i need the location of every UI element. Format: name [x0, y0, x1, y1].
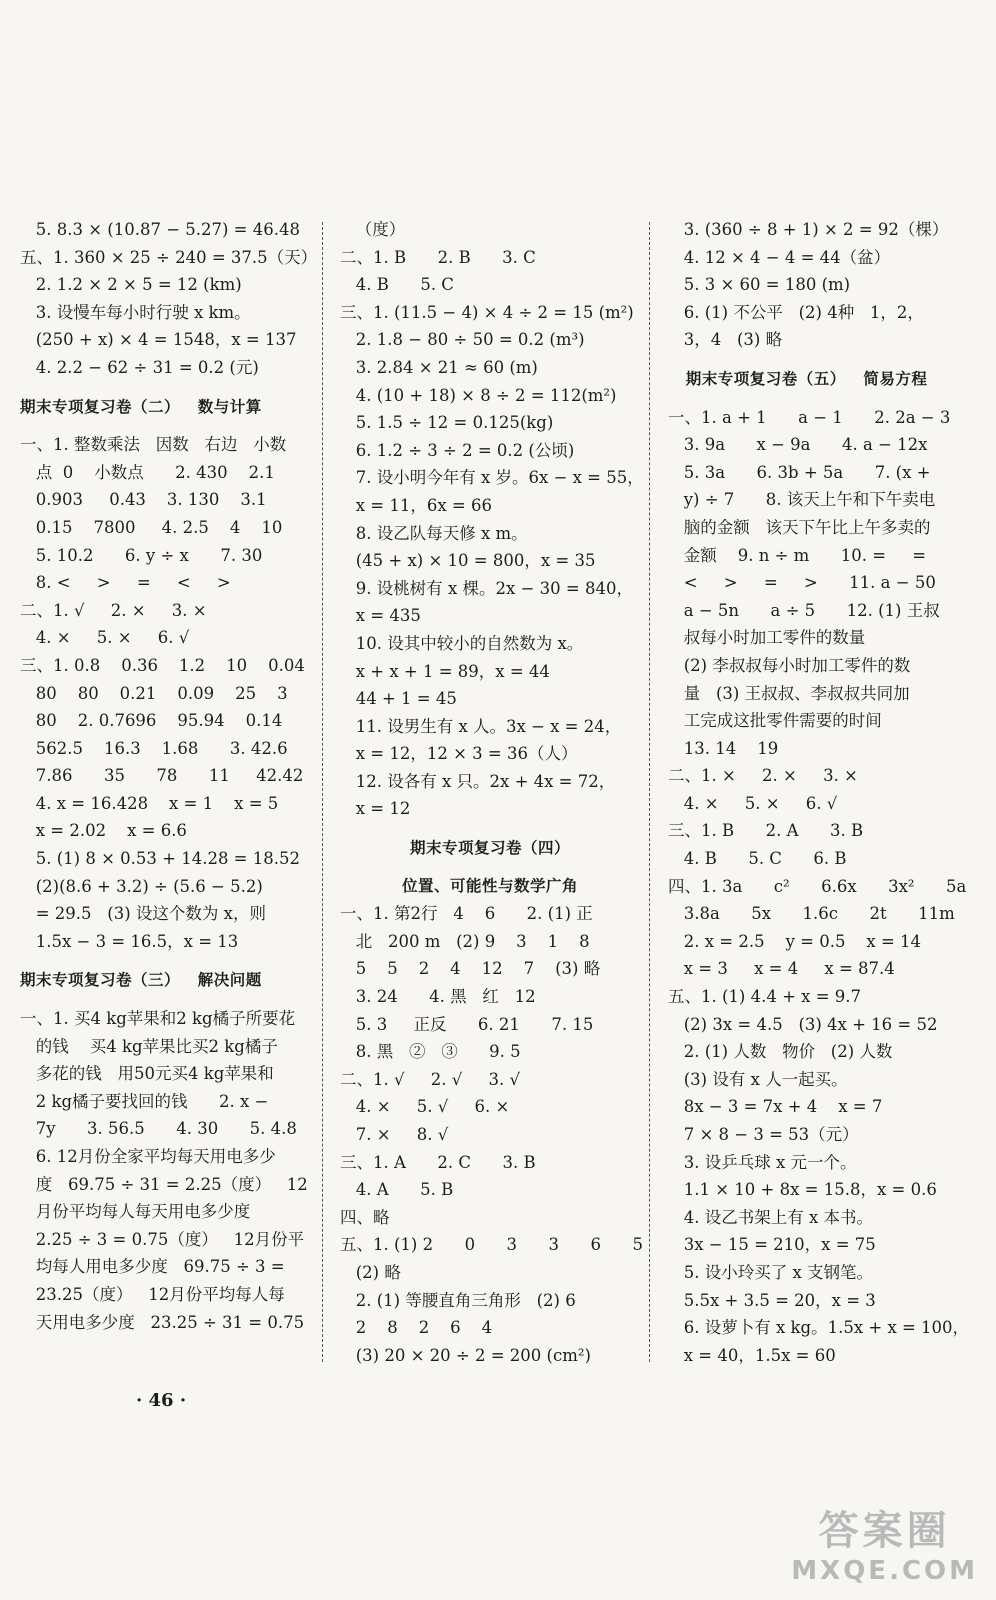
answer-line: 2. 1.8 − 80 ÷ 50 = 0.2 (m³) [340, 330, 585, 350]
answer-line: 23.25（度） 12月份平均每人每 [20, 1284, 285, 1304]
answer-line: 3. 设乒乓球 x 元一个。 [668, 1152, 857, 1172]
answer-line: 2 8 2 6 4 [340, 1318, 493, 1338]
answer-line: 0.903 0.43 3. 130 3.1 [20, 490, 267, 510]
answer-line: 三、1. B 2. A 3. B [668, 821, 864, 841]
answer-line: x = 435 [340, 606, 421, 626]
answer-line: 一、1. 买4 kg苹果和2 kg橘子所要花 [20, 1009, 296, 1029]
column-divider-left [322, 222, 323, 1362]
answer-line: 金额 9. n ÷ m 10. = = [668, 545, 927, 565]
answer-line: 2 kg橘子要找回的钱 2. x − [20, 1091, 269, 1111]
answer-line: 叔每小时加工零件的数量 [668, 628, 866, 648]
answer-line: 3. 9a x − 9a 4. a − 12x [668, 435, 928, 455]
answer-column-middle [340, 216, 644, 1369]
answer-line: 6. 12月份全家平均每天用电多少 [20, 1147, 276, 1166]
answer-line: 3. 2.84 × 21 ≈ 60 (m) [340, 357, 538, 377]
answer-line: 13. 14 19 [668, 738, 779, 758]
answer-line: 均每人用电多少度 69.75 ÷ 3 = [20, 1257, 285, 1277]
answer-line: 7 × 8 − 3 = 53（元） [668, 1125, 859, 1144]
answer-line: 2. 1.2 × 2 × 5 = 12 (km) [20, 275, 242, 295]
answer-line: 5. (1) 8 × 0.53 + 14.28 = 18.52 [20, 849, 300, 869]
answer-line: 8x − 3 = 7x + 4 x = 7 [668, 1097, 883, 1117]
answer-line: (2) 3x = 4.5 (3) 4x + 16 = 52 [668, 1014, 938, 1034]
watermark-logo [791, 1499, 978, 1586]
answer-line: 12. 设各有 x 只。2x + 4x = 72， [340, 771, 616, 791]
answer-line: 三、1. A 2. C 3. B [340, 1152, 536, 1172]
answer-line: 8. 设乙队每天修 x m。 [340, 523, 528, 543]
answer-line: 一、1. 整数乘法 因数 右边 小数 [20, 435, 287, 455]
answer-line: 7.86 35 78 11 42.42 [20, 766, 304, 786]
answer-line: 5. 8.3 × (10.87 − 5.27) = 46.48 [20, 220, 300, 239]
answer-line: 二、1. √ 2. × 3. × [20, 600, 207, 620]
answer-line: y) ÷ 7 8. 该天上午和下午卖电 [668, 490, 936, 510]
answer-line: 8. < > = < > [20, 573, 231, 593]
answer-line: 4. B 5. C 6. B [668, 849, 847, 869]
answer-line: 1.5x − 3 = 16.5，x = 13 [20, 931, 239, 951]
answer-line: 五、1. (1) 2 0 3 3 6 5 [340, 1235, 643, 1255]
answer-line: 四、1. 3a c² 6.6x 3x² 5a [668, 876, 967, 896]
answer-line: 3. 24 4. 黑 红 12 [340, 987, 536, 1007]
answer-line: 4. × 5. √ 6. × [340, 1097, 510, 1117]
answer-line: 2.25 ÷ 3 = 0.75（度） 12月份平 [20, 1229, 305, 1249]
answer-line: 5. 3a 6. 3b + 5a 7. (x + [668, 462, 931, 482]
answer-line: 5. 1.5 ÷ 12 = 0.125(kg) [340, 413, 554, 433]
answer-line: 2. (1) 人数 物价 (2) 人数 [668, 1042, 893, 1062]
answer-column-right [668, 216, 980, 1369]
answer-line: = 29.5 (3) 设这个数为 x，则 [20, 904, 266, 924]
answer-line: 4. 12 × 4 − 4 = 44（盆） [668, 247, 891, 267]
answer-line: 5. 3 × 60 = 180 (m) [668, 275, 851, 295]
answer-line: 北 200 m (2) 9 3 1 8 [340, 931, 590, 951]
answer-line: 11. 设男生有 x 人。3x − x = 24， [340, 716, 622, 736]
answer-line: 7. × 8. √ [340, 1125, 449, 1144]
answer-line: 二、1. √ 2. √ 3. √ [340, 1069, 520, 1089]
answer-line: x = 40，1.5x = 60 [668, 1345, 836, 1365]
answer-line: 2. (1) 等腰直角三角形 (2) 6 [340, 1290, 576, 1310]
answer-line: 8. 黑 ② ③ 9. 5 [340, 1042, 521, 1062]
answer-line: 80 2. 0.7696 95.94 0.14 [20, 711, 283, 731]
answer-line: 4. 设乙书架上有 x 本书。 [668, 1207, 874, 1227]
answer-line: 4. × 5. × 6. √ [20, 628, 190, 648]
answer-line: (250 + x) × 4 = 1548，x = 137 [20, 330, 297, 350]
answer-line: 4. 2.2 − 62 ÷ 31 = 0.2 (元) [20, 357, 259, 377]
section-heading: 期末专项复习卷（二） 数与计算 [20, 397, 262, 416]
answer-line: 二、1. B 2. B 3. C [340, 247, 536, 267]
answer-line: 5. 3 正反 6. 21 7. 15 [340, 1014, 594, 1034]
answer-line: x = 12 [340, 799, 411, 819]
answer-line: 2. x = 2.5 y = 0.5 x = 14 [668, 931, 922, 951]
answer-line: (3) 设有 x 人一起买。 [668, 1069, 848, 1089]
answer-line: 4. x = 16.428 x = 1 x = 5 [20, 793, 279, 813]
answer-line: x + x + 1 = 89，x = 44 [340, 661, 550, 681]
answer-column-left [20, 216, 325, 1336]
answer-line: 5. 设小玲买了 x 支钢笔。 [668, 1262, 874, 1282]
answer-line: 多花的钱 用50元买4 kg苹果和 [20, 1064, 274, 1084]
answer-line: 五、1. 360 × 25 ÷ 240 = 37.5（天） [20, 247, 318, 267]
answer-line: 3. (360 ÷ 8 + 1) × 2 = 92（棵） [668, 220, 949, 239]
answer-line: 点 0 小数点 2. 430 2.1 [20, 462, 275, 482]
section-heading: 期末专项复习卷（三） 解决问题 [20, 971, 262, 990]
answer-line: (2) 略 [340, 1262, 401, 1282]
answer-line: 度 69.75 ÷ 31 = 2.25（度） 12 [20, 1174, 308, 1194]
answer-line: 6. (1) 不公平 (2) 4种 1，2， [668, 302, 924, 322]
answer-line: 7y 3. 56.5 4. 30 5. 4.8 [20, 1119, 297, 1139]
answer-line: 4. × 5. × 6. √ [668, 793, 838, 813]
answer-line: (2)(8.6 + 3.2) ÷ (5.6 − 5.2) [20, 876, 263, 896]
answer-line: 4. B 5. C [340, 275, 454, 295]
answer-line: x = 2.02 x = 6.6 [20, 821, 187, 841]
answer-line: 一、1. 第2行 4 6 2. (1) 正 [340, 904, 593, 924]
answer-line: 四、略 [340, 1207, 390, 1227]
answer-line: (2) 李叔叔每小时加工零件的数 [668, 655, 911, 675]
answer-line: 一、1. a + 1 a − 1 2. 2a − 3 [668, 407, 951, 427]
answer-line: 3.8a 5x 1.6c 2t 11m [668, 904, 955, 924]
answer-line: a − 5n a ÷ 5 12. (1) 王叔 [668, 600, 940, 620]
answer-line: 4. A 5. B [340, 1180, 454, 1200]
answer-line: 天用电多少度 23.25 ÷ 31 = 0.75 [20, 1312, 305, 1332]
answer-line: 6. 设萝卜有 x kg。1.5x + x = 100， [668, 1318, 970, 1338]
answer-line: 4. (10 + 18) × 8 ÷ 2 = 112(m²) [340, 385, 617, 405]
answer-line: 三、1. (11.5 − 4) × 4 ÷ 2 = 15 (m²) [340, 302, 634, 322]
answer-line: x = 3 x = 4 x = 87.4 [668, 959, 895, 979]
answer-line: （度） [340, 220, 406, 239]
answer-line: (45 + x) × 10 = 800，x = 35 [340, 551, 596, 571]
answer-line: 3x − 15 = 210，x = 75 [668, 1235, 876, 1255]
answer-line: x = 11，6x = 66 [340, 495, 492, 515]
answer-line: 0.15 7800 4. 2.5 4 10 [20, 517, 283, 537]
answer-line: 6. 1.2 ÷ 3 ÷ 2 = 0.2 (公顷) [340, 440, 575, 460]
section-heading: 期末专项复习卷（五） 简易方程 [668, 369, 928, 388]
answer-line: 9. 设桃树有 x 棵。2x − 30 = 840， [340, 578, 633, 598]
page-number: · 46 · [136, 1390, 187, 1411]
answer-line: 562.5 16.3 1.68 3. 42.6 [20, 738, 288, 758]
column-divider-right [649, 222, 650, 1362]
watermark-text: 答案圈 [818, 1508, 951, 1554]
answer-line: 10. 设其中较小的自然数为 x。 [340, 633, 584, 653]
answer-line: 量 (3) 王叔叔、李叔叔共同加 [668, 683, 910, 703]
answer-line: 3，4 (3) 略 [668, 330, 783, 350]
answer-line: < > = > 11. a − 50 [668, 573, 936, 593]
watermark-url: MXQE.COM [791, 1556, 978, 1586]
answer-line: 二、1. × 2. × 3. × [668, 766, 858, 786]
answer-line: 五、1. (1) 4.4 + x = 9.7 [668, 987, 862, 1007]
answer-line: 的钱 买4 kg苹果比买2 kg橘子 [20, 1036, 278, 1056]
answer-line: 三、1. 0.8 0.36 1.2 10 0.04 [20, 655, 305, 675]
answer-line: 7. 设小明今年有 x 岁。6x − x = 55， [340, 468, 644, 488]
section-heading: 期末专项复习卷（四） [409, 839, 570, 858]
answer-line: 5. 10.2 6. y ÷ x 7. 30 [20, 545, 263, 565]
answer-line: 脑的金额 该天下午比上午多卖的 [668, 517, 931, 537]
answer-line: 5 5 2 4 12 7 (3) 略 [340, 959, 601, 979]
answer-line: 44 + 1 = 45 [340, 689, 457, 709]
answer-line: x = 12，12 × 3 = 36（人） [340, 744, 578, 764]
answer-line: (3) 20 × 20 ÷ 2 = 200 (cm²) [340, 1345, 591, 1365]
answer-line: 80 80 0.21 0.09 25 3 [20, 683, 288, 703]
answer-line: 1.1 × 10 + 8x = 15.8，x = 0.6 [668, 1180, 937, 1200]
answer-line: 5.5x + 3.5 = 20，x = 3 [668, 1290, 876, 1310]
answer-line: 3. 设慢车每小时行驶 x km。 [20, 302, 251, 322]
answer-line: 月份平均每人每天用电多少度 [20, 1202, 251, 1222]
answer-line: 工完成这批零件需要的时间 [668, 711, 882, 731]
section-heading: 位置、可能性与数学广角 [401, 876, 578, 895]
